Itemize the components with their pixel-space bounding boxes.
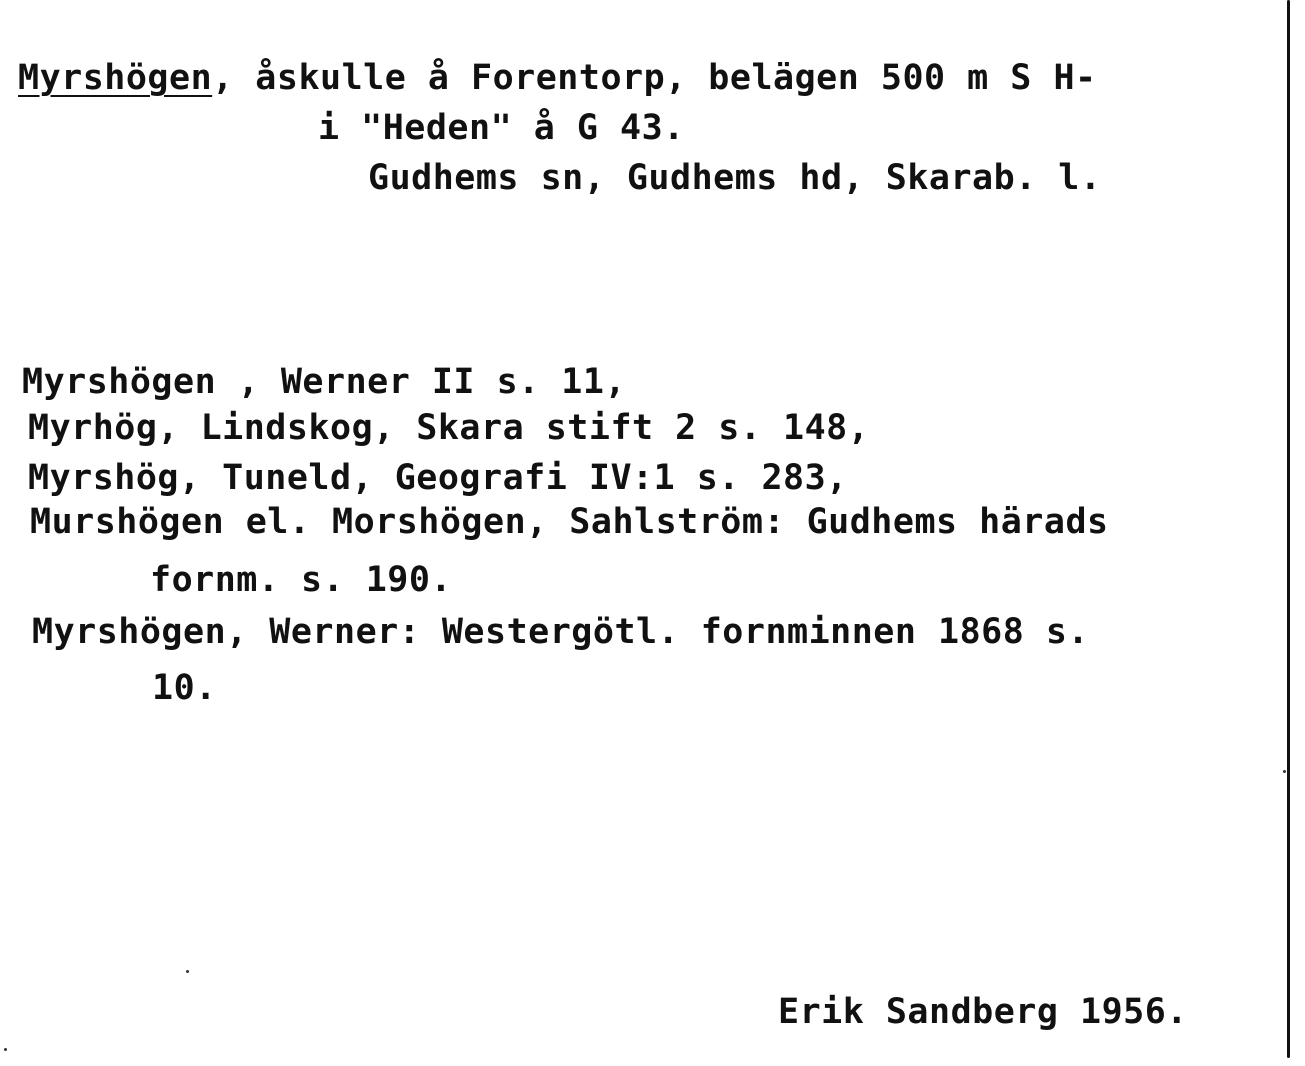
reference-line: Myrshögen , Werner II s. 11, [22, 362, 627, 402]
reference-line: Myrshögen, Werner: Westergötl. fornminnen 1868 s. [32, 612, 1090, 652]
reference-line: Murshögen el. Morshögen, Sahlström: Gudhems härads [30, 502, 1109, 542]
paper-speck [186, 970, 189, 973]
entry-description: , åskulle å Forentorp, belägen 500 m S H- [212, 58, 1097, 98]
paper-speck [4, 1048, 7, 1051]
paper-speck [1283, 770, 1286, 773]
reference-line: 10. [152, 668, 217, 708]
reference-line: fornm. s. 190. [150, 560, 453, 600]
card-right-edge [1287, 0, 1290, 1058]
entry-header-line-1 [18, 58, 1097, 98]
reference-line: Myrhög, Lindskog, Skara stift 2 s. 148, [28, 408, 870, 448]
entry-parish-line: Gudhems sn, Gudhems hd, Skarab. l. [368, 158, 1102, 198]
entry-header-line-2: i "Heden" å G 43. [318, 108, 685, 148]
signature: Erik Sandberg 1956. [778, 992, 1188, 1032]
reference-line: Myrshög, Tuneld, Geografi IV:1 s. 283, [28, 458, 848, 498]
entry-title: Myrshögen [18, 58, 213, 98]
